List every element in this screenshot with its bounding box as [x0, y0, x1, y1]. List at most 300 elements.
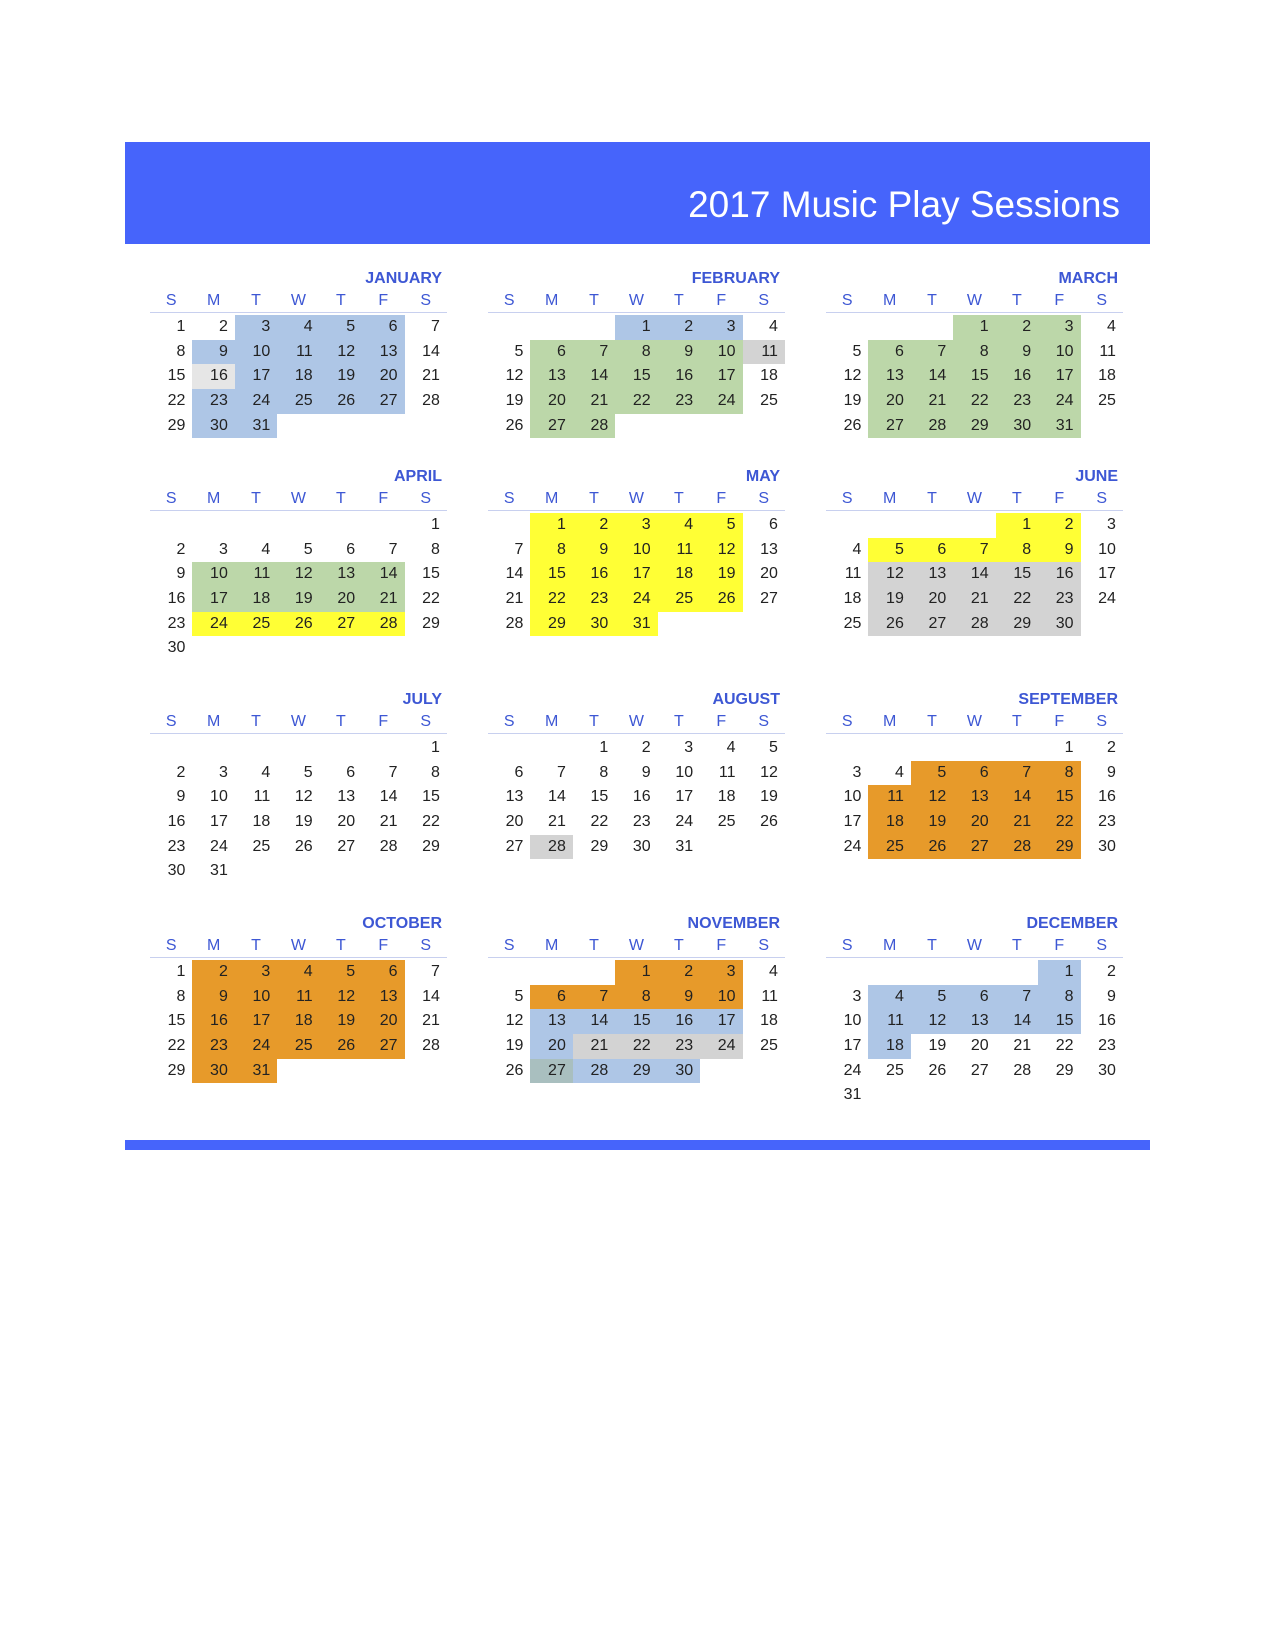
day-cell: 12 [868, 562, 910, 587]
weekday-label: T [589, 490, 599, 507]
day-cell: 19 [277, 587, 319, 612]
day-cell: 8 [615, 985, 657, 1010]
day-cell: 4 [769, 963, 778, 980]
empty-cell [868, 736, 910, 761]
day-cell: 12 [911, 785, 953, 810]
day-cell: 29 [996, 612, 1038, 637]
day-cell: 6 [362, 315, 404, 340]
empty-cell [192, 513, 234, 538]
day-grid [150, 315, 447, 438]
day-cell: 27 [530, 414, 572, 439]
day-cell: 29 [615, 1059, 657, 1084]
day-grid [150, 513, 447, 661]
day-cell: 21 [422, 367, 440, 385]
weekday-label: S [758, 292, 770, 309]
weekday-label: W [290, 490, 307, 507]
weekday-label: T [927, 713, 937, 730]
day-cell: 5 [852, 342, 862, 360]
weekday-label: M [206, 292, 221, 309]
day-cell: 24 [675, 813, 694, 831]
day-cell: 30 [192, 414, 234, 439]
day-cell: 14 [362, 562, 404, 587]
weekday-label: T [927, 937, 937, 954]
day-cell: 2 [658, 315, 700, 340]
day-cell: 28 [379, 837, 398, 855]
day-cell: 11 [253, 788, 271, 806]
day-cell: 25 [1098, 392, 1116, 410]
day-cell: 19 [843, 392, 862, 410]
weekday-label: M [882, 292, 897, 309]
empty-cell [911, 513, 953, 538]
day-cell: 10 [700, 340, 742, 365]
weekday-label: W [628, 713, 645, 730]
day-cell: 23 [658, 389, 700, 414]
day-cell: 5 [320, 315, 362, 340]
day-cell: 6 [362, 960, 404, 985]
day-cell: 22 [422, 590, 440, 608]
day-cell: 6 [868, 340, 910, 365]
day-cell: 24 [192, 612, 234, 637]
day-cell: 22 [996, 587, 1038, 612]
day-cell: 15 [167, 367, 186, 385]
day-cell: 2 [176, 540, 186, 558]
day-cell: 17 [235, 1009, 277, 1034]
day-cell: 24 [1098, 590, 1116, 608]
day-cell: 19 [294, 813, 313, 831]
weekday-header [826, 711, 1123, 734]
day-cell: 23 [192, 1034, 234, 1059]
day-cell: 31 [1038, 414, 1080, 439]
day-cell: 13 [530, 1009, 572, 1034]
day-cell: 9 [658, 340, 700, 365]
day-cell: 17 [615, 562, 657, 587]
weekday-label: S [165, 490, 177, 507]
day-cell: 14 [505, 565, 524, 583]
day-cell: 15 [422, 788, 440, 806]
empty-cell [996, 736, 1038, 761]
day-cell: 27 [911, 612, 953, 637]
day-cell: 27 [337, 837, 356, 855]
day-cell: 12 [277, 562, 319, 587]
day-cell: 2 [658, 960, 700, 985]
empty-cell [488, 315, 530, 340]
day-cell: 26 [320, 1034, 362, 1059]
day-cell: 18 [843, 590, 862, 608]
day-cell: 3 [852, 763, 862, 781]
weekday-label: S [165, 937, 177, 954]
weekday-label: T [251, 490, 261, 507]
day-cell: 7 [911, 340, 953, 365]
day-cell: 29 [953, 414, 995, 439]
day-cell: 23 [658, 1034, 700, 1059]
weekday-label: T [1012, 292, 1022, 309]
day-cell: 9 [1107, 763, 1116, 781]
day-grid [150, 960, 447, 1083]
weekday-label: S [420, 490, 432, 507]
month-april [150, 466, 447, 661]
day-cell: 27 [760, 590, 778, 608]
day-cell: 5 [769, 739, 778, 756]
day-cell: 16 [192, 364, 234, 389]
day-cell: 16 [658, 1009, 700, 1034]
day-cell: 19 [505, 1037, 524, 1055]
day-cell: 16 [1038, 562, 1080, 587]
month-october [150, 913, 447, 1083]
day-cell: 4 [769, 318, 778, 335]
day-cell: 17 [192, 587, 234, 612]
weekday-header [150, 290, 447, 313]
weekday-label: T [589, 292, 599, 309]
weekday-label: S [841, 490, 853, 507]
day-cell: 8 [1038, 761, 1080, 786]
day-cell: 10 [192, 562, 234, 587]
weekday-label: M [544, 292, 559, 309]
day-cell: 14 [953, 562, 995, 587]
day-cell: 20 [760, 565, 778, 583]
weekday-label: S [1096, 490, 1108, 507]
day-cell: 17 [700, 364, 742, 389]
day-cell: 5 [514, 342, 524, 360]
day-cell: 28 [911, 414, 953, 439]
day-cell: 1 [1064, 739, 1074, 756]
weekday-header [826, 290, 1123, 313]
day-cell: 24 [615, 587, 657, 612]
weekday-label: W [966, 713, 983, 730]
day-cell: 15 [167, 1012, 186, 1030]
day-cell: 22 [953, 389, 995, 414]
day-cell: 12 [843, 367, 862, 385]
empty-cell [868, 513, 910, 538]
weekday-label: W [628, 937, 645, 954]
day-cell: 1 [599, 739, 609, 756]
weekday-label: T [336, 490, 346, 507]
day-cell: 21 [953, 587, 995, 612]
empty-cell [320, 513, 362, 538]
weekday-label: W [966, 937, 983, 954]
day-cell: 21 [996, 810, 1038, 835]
weekday-label: F [1054, 713, 1065, 730]
day-cell: 22 [422, 813, 440, 831]
day-cell: 27 [362, 1034, 404, 1059]
day-cell: 23 [192, 389, 234, 414]
day-cell: 6 [953, 761, 995, 786]
day-cell: 14 [379, 788, 398, 806]
day-cell: 10 [235, 985, 277, 1010]
weekday-header [826, 935, 1123, 958]
weekday-header [488, 935, 785, 958]
day-cell: 1 [953, 315, 995, 340]
day-cell: 3 [615, 513, 657, 538]
day-cell: 14 [422, 987, 440, 1005]
day-cell: 2 [573, 513, 615, 538]
day-cell: 15 [530, 562, 572, 587]
day-grid [826, 513, 1123, 636]
day-cell: 15 [1038, 785, 1080, 810]
day-cell: 22 [1055, 1037, 1074, 1055]
day-cell: 11 [761, 987, 778, 1005]
empty-cell [530, 960, 572, 985]
day-cell: 26 [505, 416, 524, 434]
day-cell: 8 [431, 540, 440, 558]
month-name: JANUARY [365, 270, 442, 287]
day-cell: 8 [530, 538, 572, 563]
day-cell: 20 [868, 389, 910, 414]
day-cell: 12 [320, 985, 362, 1010]
month-name: MAY [745, 468, 780, 485]
day-cell: 13 [868, 364, 910, 389]
weekday-label: S [1096, 292, 1108, 309]
weekday-label: W [966, 292, 983, 309]
day-cell: 23 [167, 614, 186, 632]
day-cell: 9 [658, 985, 700, 1010]
day-cell: 18 [277, 1009, 319, 1034]
weekday-header [150, 711, 447, 734]
weekday-label: S [841, 713, 853, 730]
day-cell: 11 [868, 1009, 910, 1034]
day-cell: 7 [556, 763, 566, 781]
month-august [488, 689, 785, 859]
weekday-header [826, 488, 1123, 511]
day-cell: 4 [1107, 318, 1116, 335]
weekday-label: W [290, 713, 307, 730]
day-cell: 28 [996, 835, 1038, 860]
empty-cell [277, 513, 319, 538]
day-cell: 18 [868, 1034, 910, 1059]
day-cell: 30 [192, 1059, 234, 1084]
day-cell: 15 [422, 565, 440, 583]
day-cell: 27 [868, 414, 910, 439]
day-cell: 29 [530, 612, 572, 637]
weekday-label: M [882, 490, 897, 507]
day-cell: 6 [530, 985, 572, 1010]
day-cell: 22 [167, 392, 186, 410]
day-cell: 8 [1038, 985, 1080, 1010]
day-cell: 13 [320, 562, 362, 587]
day-cell: 20 [530, 389, 572, 414]
day-cell: 17 [700, 1009, 742, 1034]
day-cell: 13 [953, 1009, 995, 1034]
weekday-label: S [420, 713, 432, 730]
weekday-label: F [378, 713, 389, 730]
weekday-label: S [758, 937, 770, 954]
empty-cell [911, 315, 953, 340]
day-cell: 28 [573, 1059, 615, 1084]
day-cell: 20 [337, 813, 356, 831]
day-cell: 18 [1098, 367, 1116, 385]
day-cell: 12 [505, 367, 524, 385]
weekday-label: M [544, 713, 559, 730]
day-cell: 24 [700, 389, 742, 414]
day-cell: 23 [167, 837, 186, 855]
month-january [150, 268, 447, 438]
day-cell: 28 [422, 1037, 440, 1055]
day-cell: 26 [911, 835, 953, 860]
day-cell: 9 [192, 985, 234, 1010]
day-cell: 1 [530, 513, 572, 538]
day-cell: 3 [700, 960, 742, 985]
empty-cell [235, 736, 277, 761]
weekday-label: S [420, 292, 432, 309]
day-cell: 23 [573, 587, 615, 612]
weekday-label: W [966, 490, 983, 507]
day-cell: 31 [843, 1086, 862, 1104]
day-cell: 18 [235, 587, 277, 612]
day-cell: 29 [167, 1061, 186, 1079]
day-cell: 15 [615, 364, 657, 389]
day-cell: 16 [1098, 1012, 1116, 1030]
day-cell: 6 [514, 763, 524, 781]
day-cell: 23 [632, 813, 651, 831]
empty-cell [911, 960, 953, 985]
day-cell: 16 [1098, 788, 1116, 806]
day-cell: 27 [953, 835, 995, 860]
day-cell: 10 [615, 538, 657, 563]
empty-cell [150, 736, 192, 761]
day-cell: 3 [852, 987, 862, 1005]
weekday-label: S [1096, 937, 1108, 954]
day-cell: 2 [996, 315, 1038, 340]
month-name: SEPTEMBER [1018, 691, 1118, 708]
day-cell: 20 [970, 1037, 989, 1055]
day-cell: 28 [573, 414, 615, 439]
day-cell: 10 [235, 340, 277, 365]
day-cell: 27 [530, 1059, 572, 1084]
day-cell: 29 [1055, 1061, 1074, 1079]
day-cell: 15 [996, 562, 1038, 587]
day-cell: 25 [277, 1034, 319, 1059]
day-cell: 5 [320, 960, 362, 985]
weekday-label: F [378, 292, 389, 309]
weekday-label: M [882, 937, 897, 954]
day-grid [826, 736, 1123, 859]
day-cell: 5 [868, 538, 910, 563]
day-cell: 12 [320, 340, 362, 365]
day-cell: 16 [573, 562, 615, 587]
empty-cell [573, 315, 615, 340]
month-name: AUGUST [712, 691, 780, 708]
empty-cell [362, 513, 404, 538]
weekday-label: F [378, 937, 389, 954]
day-cell: 20 [362, 1009, 404, 1034]
day-cell: 21 [573, 1034, 615, 1059]
day-cell: 24 [235, 389, 277, 414]
day-cell: 27 [970, 1061, 989, 1079]
day-cell: 10 [675, 763, 694, 781]
day-cell: 18 [760, 1012, 778, 1030]
weekday-header [488, 290, 785, 313]
empty-cell [488, 960, 530, 985]
weekday-label: W [628, 292, 645, 309]
month-name: JULY [402, 691, 442, 708]
day-cell: 21 [1013, 1037, 1032, 1055]
day-cell: 30 [1098, 1061, 1116, 1079]
day-cell: 20 [953, 810, 995, 835]
day-cell: 14 [422, 342, 440, 360]
day-cell: 28 [1013, 1061, 1032, 1079]
day-cell: 7 [996, 985, 1038, 1010]
day-cell: 24 [700, 1034, 742, 1059]
day-cell: 11 [718, 763, 736, 781]
weekday-label: S [758, 713, 770, 730]
weekday-label: F [716, 713, 727, 730]
day-cell: 25 [252, 837, 271, 855]
day-cell: 16 [167, 590, 186, 608]
day-cell: 1 [176, 318, 186, 335]
day-cell: 25 [717, 813, 736, 831]
weekday-header [488, 488, 785, 511]
weekday-header [488, 711, 785, 734]
day-cell: 8 [953, 340, 995, 365]
day-cell: 25 [658, 587, 700, 612]
day-cell: 17 [210, 813, 228, 831]
weekday-label: M [206, 490, 221, 507]
day-cell: 26 [868, 612, 910, 637]
weekday-label: T [336, 713, 346, 730]
day-cell: 29 [422, 614, 440, 632]
empty-cell [320, 736, 362, 761]
day-cell: 30 [632, 837, 651, 855]
day-cell: 31 [675, 837, 694, 855]
day-cell: 2 [176, 763, 186, 781]
day-cell: 26 [760, 813, 778, 831]
day-cell: 22 [530, 587, 572, 612]
weekday-label: S [758, 490, 770, 507]
day-cell: 11 [658, 538, 700, 563]
day-cell: 13 [362, 340, 404, 365]
weekday-label: W [290, 292, 307, 309]
day-grid [150, 736, 447, 884]
day-cell: 19 [320, 1009, 362, 1034]
weekday-label: T [927, 490, 937, 507]
day-cell: 26 [277, 612, 319, 637]
day-cell: 26 [320, 389, 362, 414]
empty-cell [150, 513, 192, 538]
day-cell: 20 [530, 1034, 572, 1059]
day-cell: 25 [760, 1037, 778, 1055]
day-cell: 19 [928, 1037, 947, 1055]
empty-cell [996, 960, 1038, 985]
day-cell: 20 [320, 587, 362, 612]
weekday-label: M [882, 713, 897, 730]
month-june [826, 466, 1123, 636]
day-cell: 21 [505, 590, 524, 608]
day-cell: 31 [235, 1059, 277, 1084]
weekday-label: S [503, 490, 515, 507]
weekday-label: F [1054, 490, 1065, 507]
day-cell: 3 [684, 739, 694, 756]
day-cell: 14 [996, 785, 1038, 810]
day-cell: 10 [700, 985, 742, 1010]
day-cell: 7 [388, 540, 398, 558]
weekday-label: S [841, 292, 853, 309]
weekday-label: T [1012, 937, 1022, 954]
day-cell: 2 [641, 739, 651, 756]
day-cell: 19 [868, 587, 910, 612]
day-cell: 18 [658, 562, 700, 587]
day-cell: 14 [996, 1009, 1038, 1034]
day-cell: 10 [843, 788, 862, 806]
weekday-label: T [589, 713, 599, 730]
day-cell: 19 [505, 392, 524, 410]
month-name: FEBRUARY [691, 270, 780, 287]
day-cell: 23 [1098, 1037, 1116, 1055]
day-cell: 13 [505, 788, 524, 806]
month-name: OCTOBER [362, 915, 442, 932]
day-cell: 7 [573, 340, 615, 365]
weekday-label: T [336, 937, 346, 954]
day-cell: 9 [1038, 538, 1080, 563]
footer-bar [125, 1140, 1150, 1150]
